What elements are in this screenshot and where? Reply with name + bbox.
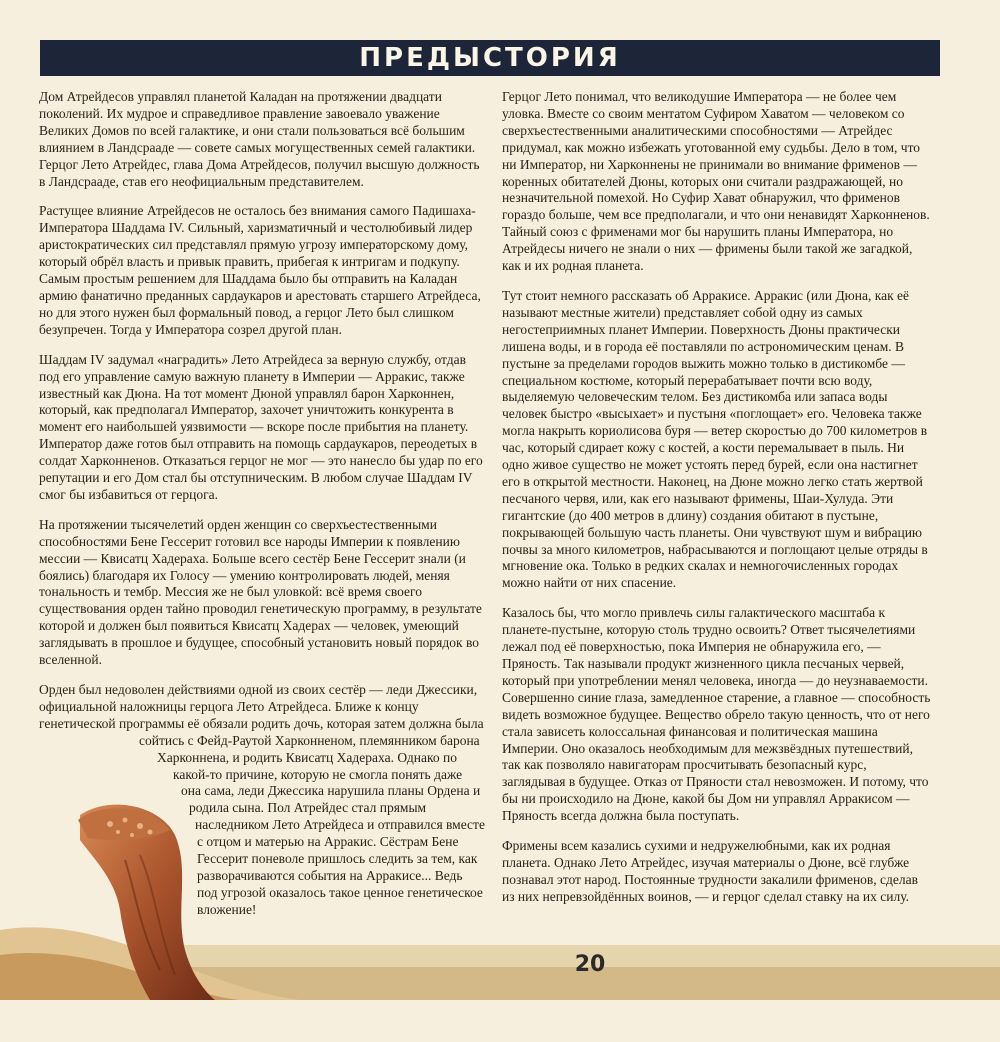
- right-paragraph-4: Фримены всем казались сухими и недружелюбными, как их родная планета. Однако Лето Атрейдес, изучая материалы о Дюне, всё глубже познавал этот народ. Постоянные трудности закалили фрименов, сделав из них непревзойдённых воинов, — и герцог сделал ставку на их силу.: [502, 838, 918, 904]
- page-title: ПРЕДЫСТОРИЯ: [359, 43, 621, 73]
- sandworm-illustration-icon: [0, 780, 300, 1000]
- right-paragraph-2: Тут стоит немного рассказать об Арракисе. Арракис (или Дюна, как её называют местные жители) представляет собой одну из самых негостеприимных планет Империи. Поверхность Дюны практически лишена воды, и в города её поставляли по астрономическим ценам. В пустыне за пределами городов выжить можно только в дистикомбе — специальном костюме, который перерабатывает почти всю воду, выделяемую человеческим телом. Без дистикомба или запаса воды человек быстро «высыхает» и пустыня «поглощает» его. Человека также могла накрыть кориолисова буря — ветер скоростью до 700 километров в час, который сдирает кожу с костей, а кости перемалывает в пыль. Ни одно живое существо не может устоять перед бурей, если она настигнет его в открытой местности. Наконец, на Дюне можно легко стать жертвой песчаного червя, или, как его называют фримены, Шаи-Хулуда. Эти гигантские (до 400 метров в длину) создания обитают в пустыне, покрывающей большую часть планеты. Они чувствуют шум и вибрацию почвы за много километров, набрасываются и поглощают целые отряды в мгновение ока. Только в редких скалах и немногочисленных городах можно найти от них спасение.: [502, 287, 928, 591]
- left-paragraph-3: Шаддам IV задумал «наградить» Лето Атрейдеса за верную службу, отдав под его управление самую важную планету в Империи — Арракис, также известный как Дюна. На тот момент Дюной управлял барон Харконнен, который, как предполагал Император, захочет уничтожить конкурента в момент его наибольшей уязвимости — вскоре после прибытия на планету. Император даже готов был отправить на помощь сардаукаров, переодетых в солдат Харконненов. Отказаться герцог не мог — это нанесло бы удар по его репутации и его Дом стал бы отступническим. В любом случае Шаддам IV смог бы избавиться от герцога.: [39, 351, 483, 502]
- page-number: 20: [574, 952, 606, 977]
- left-paragraph-5: Орден был недоволен действиями одной из своих сестёр — леди Джессики, официальной наложницы герцога Лето Атрейдеса. Ближе к концу генетической программы её обязали родить дочь, которая затем должна была сойтись с Фейд-Раутой Харконненом, племянником барона Харконнена, и родить Квисатц Хадераха. Однако по какой-то причине, которую не смогла понять даже она сама, леди Джессика нарушила планы Ордена и родила сына. Пол Атрейдес стал прямым наследником Лето Атрейдеса и отправился вместе с отцом и матерью на Арракис. Сёстрам Бене Гессерит поневоле пришлось следить за тем, как разворачиваются события на Арракисе... Ведь под угрозой оказалось такое ценное генетическое вложение!: [39, 682, 485, 917]
- right-column: [502, 89, 932, 919]
- title-bar: [40, 40, 940, 76]
- right-paragraph-3: Казалось бы, что могло привлечь силы галактического масштаба к планете-пустыне, которую столь трудно освоить? Ответ тысячелетиями лежал под её поверхностью, пока Империя не обнаружила его, — Пряность. Так называли продукт жизненного цикла песчаных червей, который при употреблении менял человека, иногда — до неузнаваемости. Совершенно синие глаза, замедленное старение, а главное — способность видеть возможное будущее. Вещество обрело такую ценность, что от него стала зависеть колоссальная финансовая и политическая машина Империи. Оно оказалось необходимым для межзвёздных путешествий, так как позволяло навигаторам просчитывать безопасный курс, заглядывая в будущее. Отказ от Пряности стал невозможен. И потому, что бы ни происходило на Дюне, какой бы Дом ни управлял Арракисом — Пряность всегда должна была поступать.: [502, 605, 931, 824]
- left-paragraph-2: Растущее влияние Атрейдесов не осталось без внимания самого Падишаха-Императора Шаддама IV. Сильный, харизматичный и честолюбивый лидер аристократических сил представлял прямую угрозу императорскому дому, который обрёл власть и привык править, прибегая к интригам и подкупу. Самым простым решением для Шаддама было бы отправить на Каладан армию фанатично преданных сардаукаров и арестовать старшего Атрейдеса, но для этого нужен был формальный повод, а герцог Лето был слишком безупречен. Тогда у Императора созрел другой план.: [39, 203, 481, 337]
- left-paragraph-1: Дом Атрейдесов управлял планетой Каладан на протяжении двадцати поколений. Их мудрое и справедливое правление завоевало уважение Великих Домов по всей галактике, и они стали пользоваться всё большим влиянием в Ландсрааде — совете самых могущественных семей галактики. Герцог Лето Атрейдес, глава Дома Атрейдесов, получил высшую должность в Ландсрааде, став его неофициальным представителем.: [39, 89, 480, 189]
- right-paragraph-1: Герцог Лето понимал, что великодушие Императора — не более чем уловка. Вместе со своим ментатом Суфиром Хаватом — человеком со сверхъестественными аналитическими способностями — Атрейдес придумал, как можно избежать уготованной ему судьбы. Дело в том, что ни Император, ни Харконнены не принимали во внимание фрименов — коренных обитателей Дюны, которых они считали раздражающей, но незначительной помехой. Но Суфир Хават обнаружил, что фрименов гораздо больше, чем все предполагали, и что они ненавидят Харконненов. Тайный союз с фрименами мог бы нарушить планы Императора, но Атрейдесы ничего не знали о них — фримены были такой же загадкой, как и их родная планета.: [502, 89, 930, 274]
- left-paragraph-4: На протяжении тысячелетий орден женщин со сверхъестественными способностями Бене Гессерит готовил все народы Империи к появлению мессии — Квисатц Хадераха. Больше всего сестёр Бене Гессерит знали (и боялись) благодаря их Голосу — умению контролировать людей, меняя тональность и тембр. Мессия же не был уловкой: всё время своего существования орден тайно проводил генетическую программу, в результате которой и должен был появиться Квисатц Хадерах — человек, умеющий заглядывать в прошлое и будущее, способный установить новый порядок во вселенной.: [39, 516, 482, 668]
